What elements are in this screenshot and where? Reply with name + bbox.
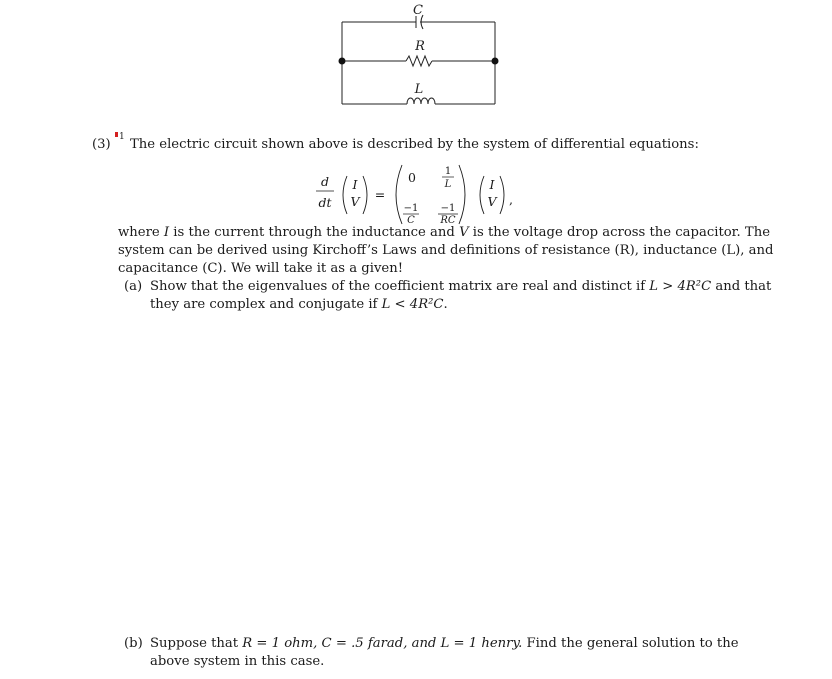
body-line-3: capacitance (C). We will take it as a given! <box>118 261 404 276</box>
vector-left-paren-close <box>363 176 367 214</box>
part-a-line-2: they are complex and conjugate if L < 4R²C. <box>150 297 448 312</box>
part-b-line-2: above system in this case. <box>150 654 325 669</box>
part-b-line-1: Suppose that R = 1 ohm, C = .5 farad, and L = 1 henry. Find the general solution to the <box>150 636 739 651</box>
inductor-label: L <box>414 82 424 97</box>
problem-marker: 1 <box>115 132 125 142</box>
eq-dt: dt <box>318 195 332 210</box>
eq-comma: , <box>509 192 513 207</box>
eq-equals: = <box>374 187 386 202</box>
vec-bottom-right: V <box>487 194 497 209</box>
part-a-label: (a) <box>124 279 143 294</box>
problem-intro: The electric circuit shown above is described by the system of differential equations: <box>130 137 699 152</box>
red-flag-icon <box>115 132 118 137</box>
vec-top-right: I <box>489 177 495 192</box>
matrix-paren-open <box>396 165 402 224</box>
matrix-m21-den: C <box>407 215 415 226</box>
junction-node-right <box>492 58 499 65</box>
matrix-m22-num: −1 <box>440 203 456 214</box>
problem-number: (3) <box>92 137 111 152</box>
capacitor-label: C <box>413 3 423 18</box>
vec-bottom-left: V <box>350 194 360 209</box>
vec-top-left: I <box>352 177 358 192</box>
inductor-symbol <box>407 98 435 104</box>
part-a-line-1: Show that the eigenvalues of the coefficient matrix are real and distinct if L > 4R²C and that <box>150 279 772 294</box>
resistor-symbol <box>406 56 432 66</box>
eq-d: d <box>320 174 330 189</box>
circuit-diagram <box>330 0 510 112</box>
matrix-paren-close <box>459 165 465 224</box>
part-b-label: (b) <box>124 636 143 651</box>
matrix-m12-num: 1 <box>444 166 452 177</box>
body-line-1: where I is the current through the inductance and V is the voltage drop across the capacitor. The <box>118 225 771 240</box>
matrix-m12-den: L <box>444 179 452 190</box>
matrix-m22-den: RC <box>440 215 456 226</box>
junction-node-left <box>339 58 346 65</box>
vector-right-paren-open <box>480 176 484 214</box>
vector-right-paren-close <box>500 176 504 214</box>
body-line-2: system can be derived using Kirchoff’s Laws and definitions of resistance (R), inductance (L), and <box>118 243 774 258</box>
matrix-m21-num: −1 <box>403 203 419 214</box>
resistor-label: R <box>415 39 425 54</box>
matrix-equation <box>310 160 540 228</box>
matrix-m11: 0 <box>408 170 416 185</box>
vector-left-paren-open <box>343 176 347 214</box>
